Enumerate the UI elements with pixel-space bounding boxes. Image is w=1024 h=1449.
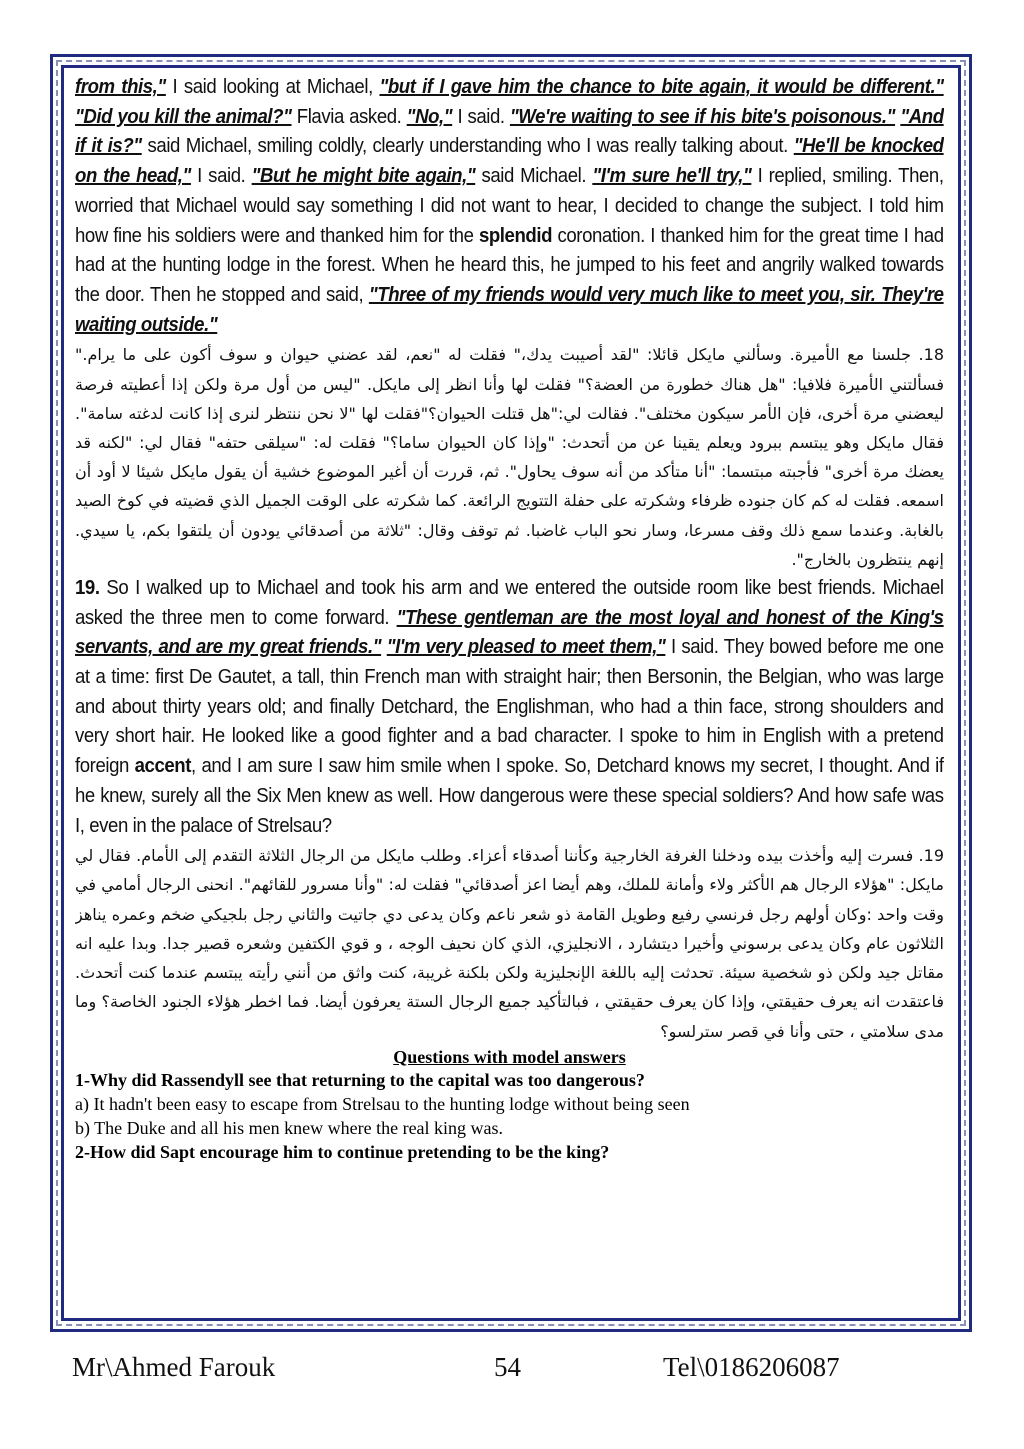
english-paragraph-18 [75, 73, 944, 340]
narrative-text: Flavia asked. [291, 105, 407, 128]
english-paragraph-19 [75, 574, 944, 841]
quoted-dialogue: "He'll be knocked on the head," [75, 135, 944, 188]
quoted-dialogue: "And if it is?" [75, 105, 944, 158]
footer-author: Mr\Ahmed Farouk [72, 1352, 276, 1382]
quoted-dialogue: "I'm very pleased to meet them," [386, 636, 666, 659]
quoted-dialogue: "Did you kill the animal?" [75, 105, 292, 128]
narrative-text: , and I am sure I saw him smile when I spoke. So, Detchard knows my secret, I thought. And if he knew, surely all the Six Men knew as well. How dangerous were these special soldiers? And how safe was I, even in the palace of Strelsau? [75, 755, 944, 837]
arabic-paragraph-18: 18. جلسنا مع الأميرة. وسألني مايكل قائلا: "لقد أصيبت يدك،" فقلت له "نعم، لقد عضني حيوان و سوف أكون على ما يرام." فسألتني الأميرة فلافيا: "هل هناك خطورة من العضة؟" فقلت لها وأنا انظر إلى مايكل. "ليس من أول مرة ولكن إذا أعطيته فرصة ليعضني مرة أخرى، فإن الأمر سيكون مختلف". فقالت لي:"هل قتلت الحيوان؟"فقلت لها "لا نحن ننتظر لنرى إذا كانت لدغته سامة". فقال مايكل وهو يبتسم ببرود ويعلم يقينا عن من أتحدث: "وإذا كان الحيوان ساما؟" فقلت له: "سيلقى حتفه" فقال لي: "لكنه قد يعضك مرة أخرى" فأجبته مبتسما: "أنا متأكد من أنه سوف يحاول". ثم، قررت أن أغير الموضوع خشية أن يقول مايكل شيئا لا أود أن اسمعه. فقلت له كم كان جنوده ظرفاء وشكرته على حفلة التتويج الرائعة. كما شكرته على الوقت الجميل الذي قضيته في كوخ الصيد بالغابة. وعندما سمع ذلك وقف مسرعا، وسار نحو الباب غاضبا. ثم توقف وقال: "ثلاثة من أصدقائي يودون أن يلتقوا بكم، يا سيدي. إنهم ينتظرون بالخارج". [75, 345, 944, 569]
quoted-dialogue: "But he might bite again," [251, 165, 476, 188]
quoted-dialogue: "Three of my friends would very much like to meet you, sir. They're waiting outside." [75, 283, 944, 336]
narrative-text: I said. [190, 165, 252, 188]
narrative-text: I said. They bowed before me one at a time: first De Gautet, a tall, thin French man with straight hair; then Bersonin, the Belgian, who was large and about thirty years old; and finally Detchard, the Englishman, who had a thin face, strong shoulders and very short hair. He looked like a good fighter and a bad character. I spoke to him in English with a pretend foreign [75, 636, 944, 778]
answer-1a: a) It hadn't been easy to escape from Strelsau to the hunting lodge without being seen [75, 1093, 690, 1114]
narrative-text: So I walked up to Michael and took his arm and we entered the outside room like best friends. Michael asked the three men to come forward. [75, 576, 944, 629]
page-content [75, 73, 944, 1323]
bold-word: accent [134, 755, 192, 778]
narrative-text: I said. [452, 105, 510, 128]
narrative-text: I said looking at Michael, [165, 76, 380, 98]
answer-1b: b) The Duke and all his men knew where the real king was. [75, 1117, 504, 1138]
question-2: 2-How did Sapt encourage him to continue pretending to be the king? [75, 1141, 610, 1162]
bold-word: splendid [478, 224, 553, 247]
quoted-dialogue: "We're waiting to see if his bite's poisonous." [509, 105, 896, 128]
questions-heading: Questions with model answers [393, 1046, 626, 1067]
footer-telephone: Tel\0186206087 [663, 1352, 840, 1382]
question-1: 1-Why did Rassendyll see that returning to the capital was too dangerous? [75, 1069, 645, 1090]
page-footer [0, 1352, 1024, 1392]
arabic-paragraph-19: 19. فسرت إليه وأخذت بيده ودخلنا الغرفة الخارجية وكأننا أصدقاء أعزاء. وطلب مايكل من الرجال الثلاثة التقدم إلى الأمام. فقال لي مايكل: "هؤلاء الرجال هم الأكثر ولاء وأمانة للملك، وهم أيضا اعز أصدقائي" فقلت له: "وأنا مسرور للقائهم". انحنى الرجال أمامي في وقت واحد :وكان أولهم رجل فرنسي رفيع وطويل القامة ذو شعر ناعم وكان يدعى دي جاتيت والثاني رجل بلجيكي ضخم وعمره يناهز الثلاثون عام وكان يدعى برسوني وأخيرا ديتشارد ، الانجليزي، الذي كان نحيف الوجه ، و قوي الكتفين وشعره قصير جدا. وبدا عليه انه مقاتل جيد ولكن ذو شخصية سيئة. تحدثت إليه باللغة الإنجليزية ولكن بلكنة غريبة، كنت واثق من أنني رأيته يبتسم عندما كنت أتحدث. فاعتقدت انه يعرف حقيقتي، وإذا كان يعرف حقيقتي ، فبالتأكيد جميع الرجال الستة يعرفون أيضا. فما اخطر هؤلاء الجنود الخاصة؟ وما مدى سلامتي ، حتى وأنا في قصر سترلسو؟ [75, 846, 944, 1041]
bold-word: 19. [75, 576, 100, 599]
quoted-dialogue: from this," [75, 76, 166, 98]
quoted-dialogue: "These gentleman are the most loyal and honest of the King's servants, and are my great friends." [75, 606, 944, 659]
quoted-dialogue: "I'm sure he'll try," [592, 165, 752, 188]
footer-page-number: 54 [494, 1352, 521, 1382]
quoted-dialogue: "No," [406, 105, 453, 128]
narrative-text: coronation. I thanked him for the great time I had had at the hunting lodge in the forest. When he heard this, he jumped to his feet and angrily walked towards the door. Then he stopped and said, [75, 224, 944, 306]
narrative-text: said Michael, smiling coldly, clearly understanding who I was really talking about. [141, 135, 794, 158]
narrative-text: I replied, smiling. Then, worried that Michael would say something I did not want to hear, I decided to change the subject. I told him how fine his soldiers were and thanked him for the [75, 165, 944, 247]
narrative-text: said Michael. [475, 165, 593, 188]
quoted-dialogue: "but if I gave him the chance to bite again, it would be different." [379, 76, 944, 98]
